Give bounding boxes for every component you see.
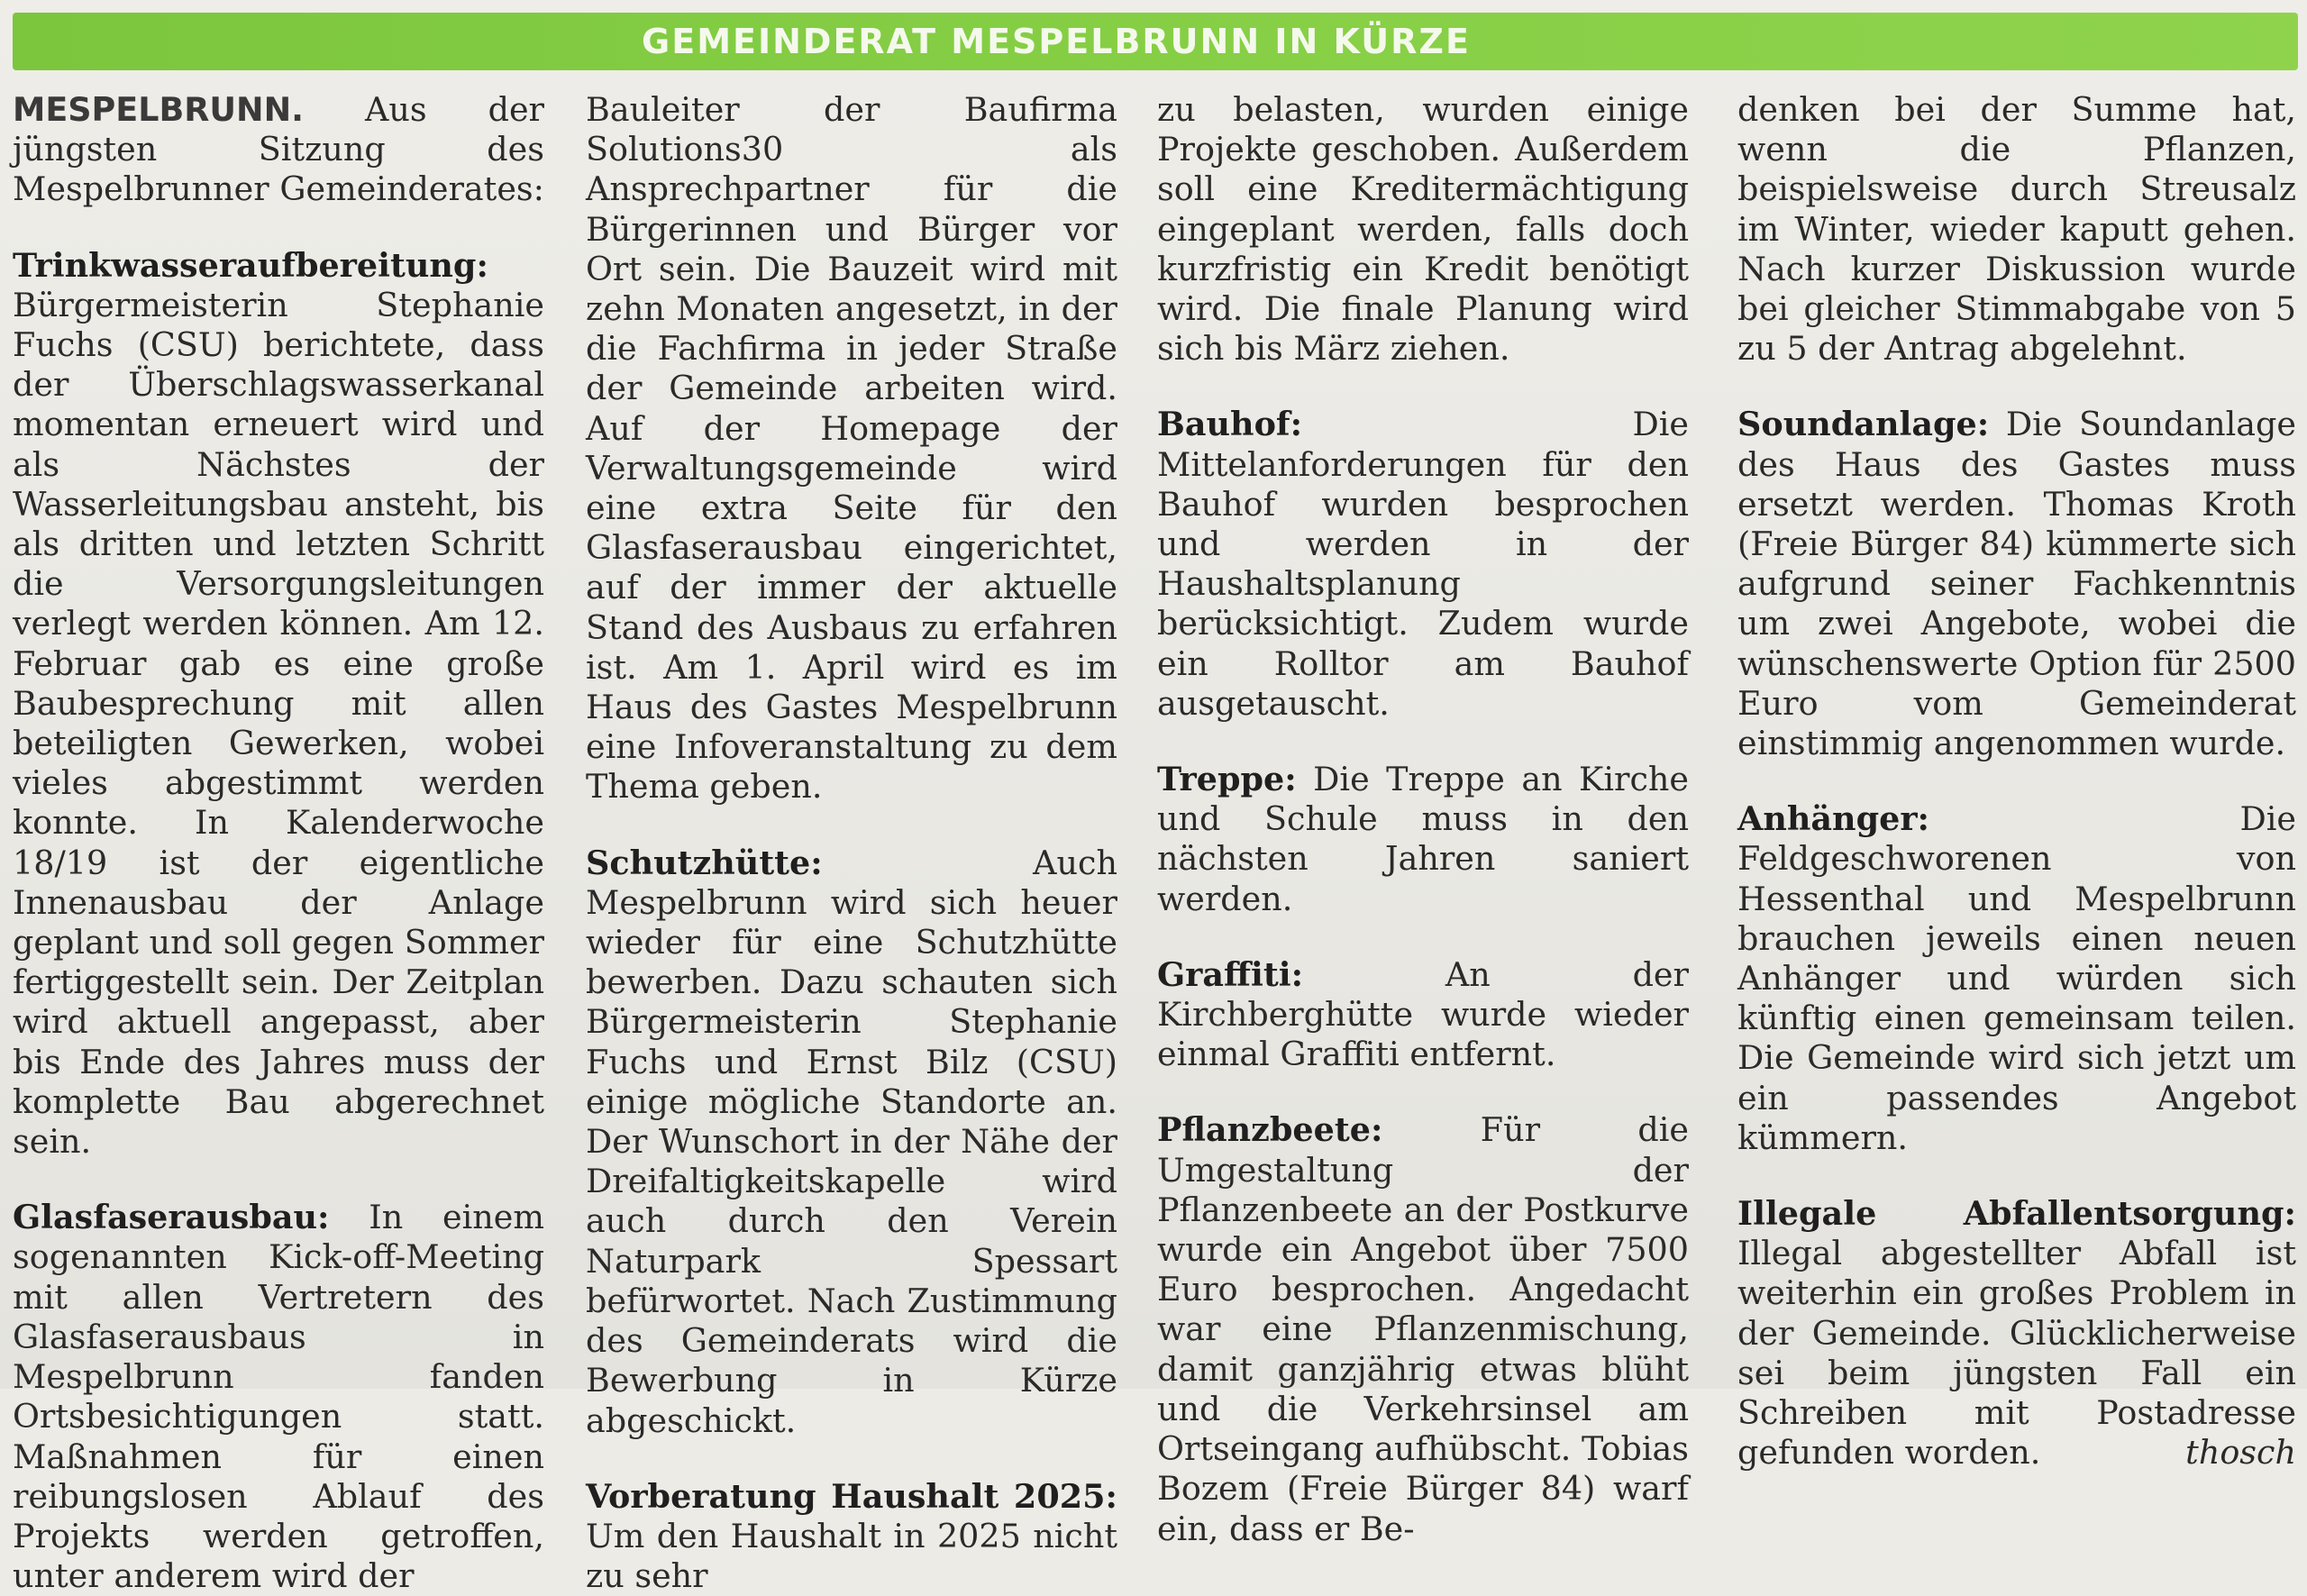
graffiti-heading: Graffiti: bbox=[1157, 954, 1304, 994]
haushalt-continued-text: zu belasten, wurden einige Projekte geschoben. Außerdem soll eine Kreditermächtigung eingeplant werden, falls doch kurzfristig ein Kredit benötigt wird. Die finale Planung wird sich bis März ziehen. bbox=[1157, 90, 1689, 369]
glasfaser-continued-paragraph bbox=[586, 90, 1117, 807]
haushalt-paragraph bbox=[586, 1477, 1117, 1596]
abfall-text: Illegal abgestellter Abfall ist weiterhin ein großes Problem in der Gemeinde. Glücklicherweise sei beim jüngsten Fall ein Schreiben mit Postadresse gefunden worden. bbox=[1737, 1234, 2296, 1473]
abfall-paragraph bbox=[1737, 1194, 2296, 1473]
bauhof-text: Die Mittelanforderungen für den Bauhof wurden besprochen und werden in der Haushaltsplanung berücksichtigt. Zudem wurde ein Rolltor am Bauhof ausgetauscht. bbox=[1157, 405, 1689, 723]
treppe-text: Die Treppe an Kirche und Schule muss in den nächsten Jahren saniert werden. bbox=[1157, 760, 1689, 918]
anhaenger-text: Die Feldgeschworenen von Hessenthal und Mespelbrunn brauchen jeweils einen neuen Anhänger und würden sich künftig einen gemeinsam teilen. Die Gemeinde wird sich jetzt um ein passendes Angebot kümmern. bbox=[1737, 799, 2296, 1157]
haushalt-text: Um den Haushalt in 2025 nicht zu sehr bbox=[586, 1516, 1117, 1596]
glasfaser-paragraph bbox=[13, 1198, 544, 1596]
pflanzbeete-continued-text: denken bei der Summe hat, wenn die Pflanzen, beispielsweise durch Streusalz im Winter, wieder kaputt gehen. Nach kurzer Diskussion wurde bei gleicher Stimmabgabe von 5 zu 5 der Antrag abgelehnt. bbox=[1737, 90, 2296, 369]
article-columns bbox=[13, 90, 2296, 1596]
abfall-heading: Illegale Abfallentsorgung: bbox=[1737, 1194, 2296, 1234]
trinkwasser-text: Bürgermeisterin Stephanie Fuchs (CSU) berichtete, dass der Überschlagswasserkanal momentan erneuert wird und als Nächstes der Wasserleitungsbau ansteht, bis als dritten und letzten Schritt die Versorgungsleitungen verlegt werden können. Am 12. Februar gab es eine große Baubesprechung mit allen beteiligten Gewerken, wobei vieles abgestimmt werden konnte. In Kalenderwoche 18/19 ist der eigentliche Innenausbau der Anlage geplant und soll gegen Sommer fertiggestellt sein. Der Zeitplan wird aktuell angepasst, aber bis Ende des Jahres muss der komplette Bau abgerechnet sein. bbox=[13, 285, 544, 1162]
glasfaser-text: In einem sogenannten Kick-off-Meeting mit allen Vertretern des Glasfaserausbaus in Mespelbrunn fanden Ortsbesichtigungen statt. Maßnahmen für einen reibungslosen Ablauf des Projekts werden getroffen, unter anderem wird der bbox=[13, 1198, 544, 1596]
soundanlage-heading: Soundanlage: bbox=[1737, 405, 1990, 444]
soundanlage-paragraph bbox=[1737, 405, 2296, 763]
column-1 bbox=[13, 90, 544, 1596]
soundanlage-text: Die Soundanlage des Haus des Gastes muss ersetzt werden. Thomas Kroth (Freie Bürger 84) kümmerte sich aufgrund seiner Fachkenntnis um zwei Angebote, wobei die wünschenswerte Option für 2500 Euro vom Gemeinderat einstimmig angenommen wurde. bbox=[1737, 405, 2296, 763]
anhaenger-paragraph bbox=[1737, 799, 2296, 1158]
author-signature: thosch bbox=[2185, 1433, 2296, 1473]
trinkwasser-paragraph bbox=[13, 246, 544, 1163]
column-2 bbox=[586, 90, 1117, 1596]
anhaenger-heading: Anhänger: bbox=[1737, 799, 1930, 839]
schutzhuette-paragraph bbox=[586, 844, 1117, 1441]
haushalt-heading: Vorberatung Haushalt 2025: bbox=[586, 1476, 1117, 1516]
pflanzbeete-continued-paragraph bbox=[1737, 90, 2296, 369]
schutzhuette-text: Auch Mespelbrunn wird sich heuer wieder für eine Schutzhütte bewerben. Dazu schauten sich Bürgermeisterin Stephanie Fuchs und Ernst Bilz (CSU) einige mögliche Standorte an. Der Wunschort in der Nähe der Dreifaltigkeitskapelle wird auch durch den Verein Naturpark Spessart befürwortet. Nach Zustimmung des Gemeinderats wird die Bewerbung in Kürze abgeschickt. bbox=[586, 843, 1117, 1440]
haushalt-continued-paragraph bbox=[1157, 90, 1689, 369]
glasfaser-continued-text: Bauleiter der Baufirma Solutions30 als Ansprechpartner für die Bürgerinnen und Bürger vor Ort sein. Die Bauzeit wird mit zehn Monaten angesetzt, in der die Fachfirma in jeder Straße der Gemeinde arbeiten wird. Auf der Homepage der Verwaltungsgemeinde wird eine extra Seite für den Glasfaserausbau eingerichtet, auf der immer der aktuelle Stand des Ausbaus zu erfahren ist. Am 1. April wird es im Haus des Gastes Mespelbrunn eine Infoveranstaltung zu dem Thema geben. bbox=[586, 90, 1117, 807]
schutzhuette-heading: Schutzhütte: bbox=[586, 843, 823, 882]
treppe-heading: Treppe: bbox=[1157, 760, 1297, 799]
trinkwasser-heading: Trinkwasseraufbereitung: bbox=[13, 245, 488, 285]
intro-paragraph bbox=[13, 90, 544, 210]
pflanzbeete-heading: Pflanzbeete: bbox=[1157, 1110, 1383, 1150]
intro-text: Aus der jüngsten Sitzung des Mespelbrunner Gemeinderates: bbox=[13, 90, 544, 209]
treppe-paragraph bbox=[1157, 760, 1689, 919]
graffiti-paragraph bbox=[1157, 955, 1689, 1075]
dateline: MESPELBRUNN. bbox=[13, 90, 305, 129]
pflanzbeete-text: Für die Umgestaltung der Pflanzenbeete an der Postkurve wurde ein Angebot über 7500 Euro besprochen. Angedacht war eine Pflanzenmischung, damit ganzjährig etwas blüht und die Verkehrsinsel am Ortseingang aufhübscht. Tobias Bozem (Freie Bürger 84) warf ein, dass er Be- bbox=[1157, 1110, 1689, 1548]
column-4 bbox=[1737, 90, 2296, 1473]
banner-title: GEMEINDERAT MESPELBRUNN IN KÜRZE bbox=[642, 22, 1471, 61]
glasfaser-heading: Glasfaserausbau: bbox=[13, 1198, 330, 1237]
section-banner bbox=[13, 13, 2298, 70]
bauhof-heading: Bauhof: bbox=[1157, 405, 1303, 444]
bauhof-paragraph bbox=[1157, 405, 1689, 724]
graffiti-text: An der Kirchberghütte wurde wieder einmal Graffiti entfernt. bbox=[1157, 954, 1689, 1074]
column-3 bbox=[1157, 90, 1689, 1548]
pflanzbeete-paragraph bbox=[1157, 1110, 1689, 1548]
